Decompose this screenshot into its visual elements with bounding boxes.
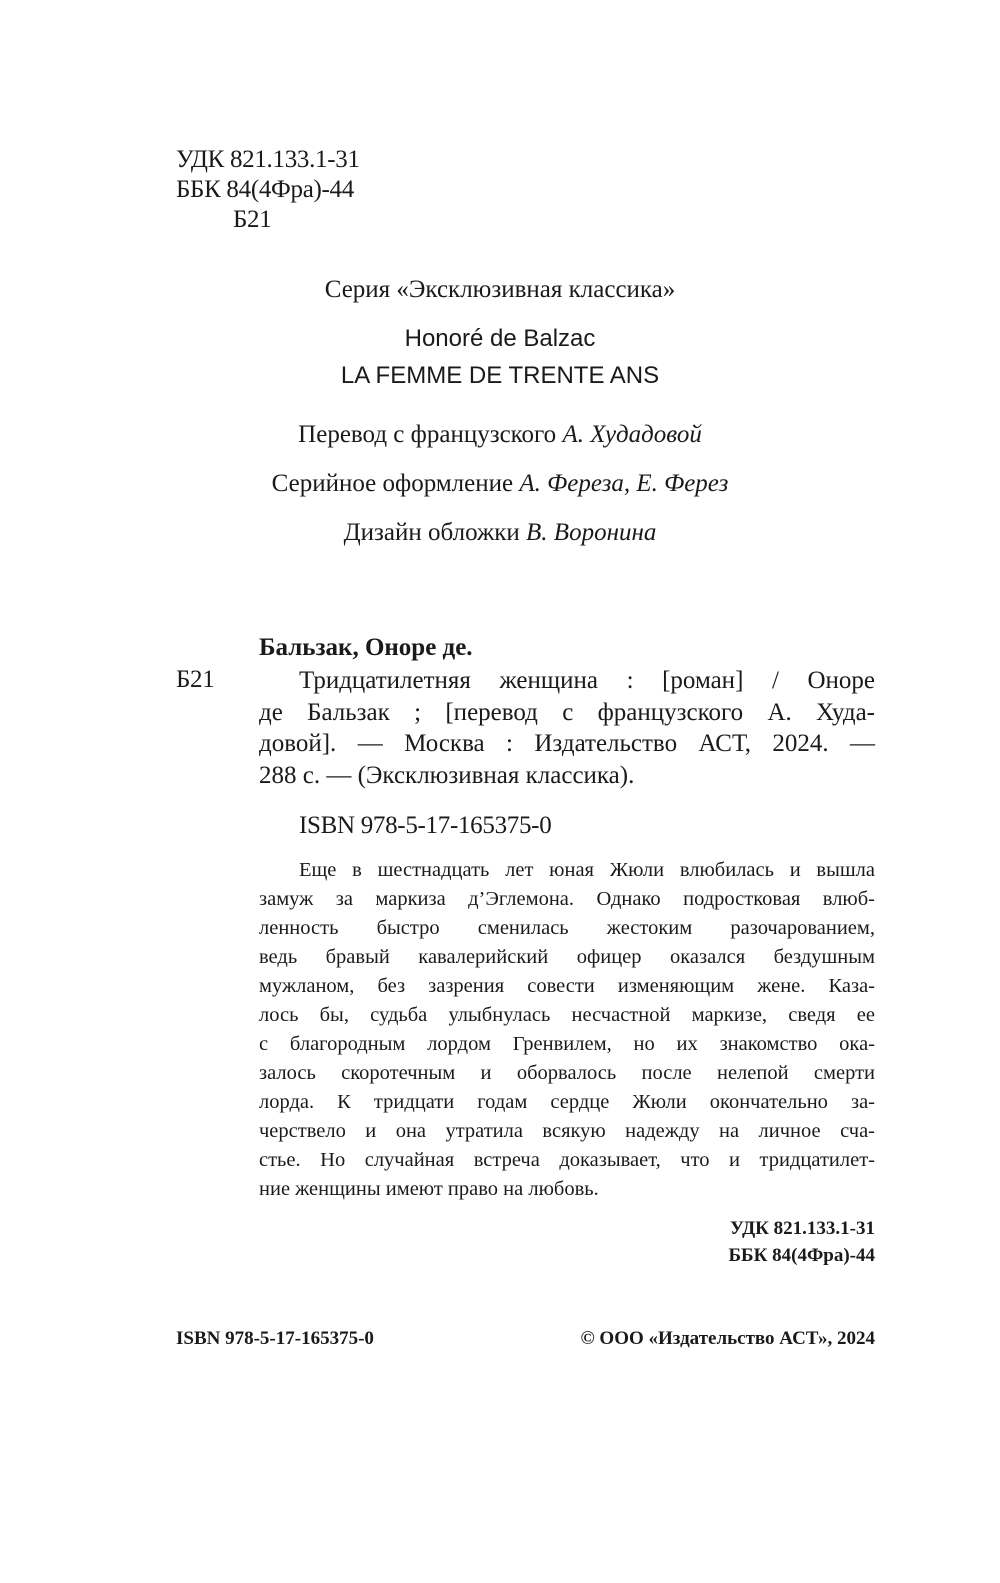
annotation-line: мужланом, без зазрения совести изменяющим жене. Каза-: [259, 975, 875, 997]
annotation-line: черствело и она утратила всякую надежду на личное сча-: [259, 1120, 875, 1142]
bibliographic-isbn: ISBN 978-5-17-165375-0: [299, 812, 552, 839]
annotation-line: лось бы, судьба улыбнулась несчастной маркизе, сведя ее: [259, 1004, 875, 1026]
bibliographic-line: де Бальзак ; [перевод с французского А. Худа-: [259, 698, 875, 726]
footer-copyright: © ООО «Издательство АСТ», 2024: [580, 1328, 875, 1349]
annotation: [259, 856, 875, 1204]
index-udk: УДК 821.133.1-31: [730, 1218, 875, 1239]
bibliographic-heading: Бальзак, Оноре де.: [259, 634, 473, 661]
cover-designer-name: В. Воронина: [526, 519, 657, 546]
original-author: Honoré de Balzac: [404, 325, 596, 352]
annotation-line: замуж за маркиза д’Эглемона. Однако подростковая влюб-: [259, 888, 875, 910]
bibliographic-line: 288 с. — (Эксклюзивная классика).: [259, 762, 635, 790]
series-design-names: А. Фереза, Е. Ферез: [519, 470, 729, 497]
annotation-line: залось скоротечным и оборвалось после нелепой смерти: [259, 1062, 875, 1084]
series-design-credit: [0, 470, 1000, 498]
original-title: LA FEMME DE TRENTE ANS: [340, 362, 660, 389]
annotation-line: Еще в шестнадцать лет юная Жюли влюбилась и вышла: [299, 859, 875, 881]
bibliographic-description: [259, 665, 875, 792]
footer-isbn: ISBN 978-5-17-165375-0: [176, 1328, 374, 1349]
bibliographic-line: Тридцатилетняя женщина : [роман] / Оноре: [299, 667, 875, 694]
translation-label: Перевод с французского: [298, 421, 557, 448]
annotation-line: ленность быстро сменилась жестоким разочарованием,: [259, 917, 875, 939]
translator-name: А. Худадовой: [562, 421, 702, 448]
annotation-line: с благородным лордом Гренвилем, но их знакомство ока-: [259, 1033, 875, 1055]
annotation-line: лорда. К тридцати годам сердце Жюли окончательно за-: [259, 1091, 875, 1113]
index-bbk: ББК 84(4Фра)-44: [728, 1245, 875, 1266]
annotation-line: стье. Но случайная встреча доказывает, что и тридцатилет-: [259, 1149, 875, 1171]
udk-code: УДК 821.133.1-31: [176, 146, 360, 173]
series-design-label: Серийное оформление: [271, 470, 514, 497]
bibliographic-line: довой]. — Москва : Издательство АСТ, 2024. —: [259, 730, 875, 758]
annotation-line: ведь бравый кавалерийский офицер оказался бездушным: [259, 946, 875, 968]
cover-design-credit: [0, 519, 1000, 547]
author-mark: Б21: [233, 206, 272, 233]
bibliographic-author-mark: Б21: [176, 666, 215, 693]
cover-design-label: Дизайн обложки: [343, 519, 520, 546]
translation-credit: [0, 421, 1000, 449]
annotation-line: ние женщины имеют право на любовь.: [259, 1178, 599, 1200]
bbk-code: ББК 84(4Фра)-44: [176, 176, 354, 203]
series-title: Серия «Эксклюзивная классика»: [324, 276, 676, 303]
